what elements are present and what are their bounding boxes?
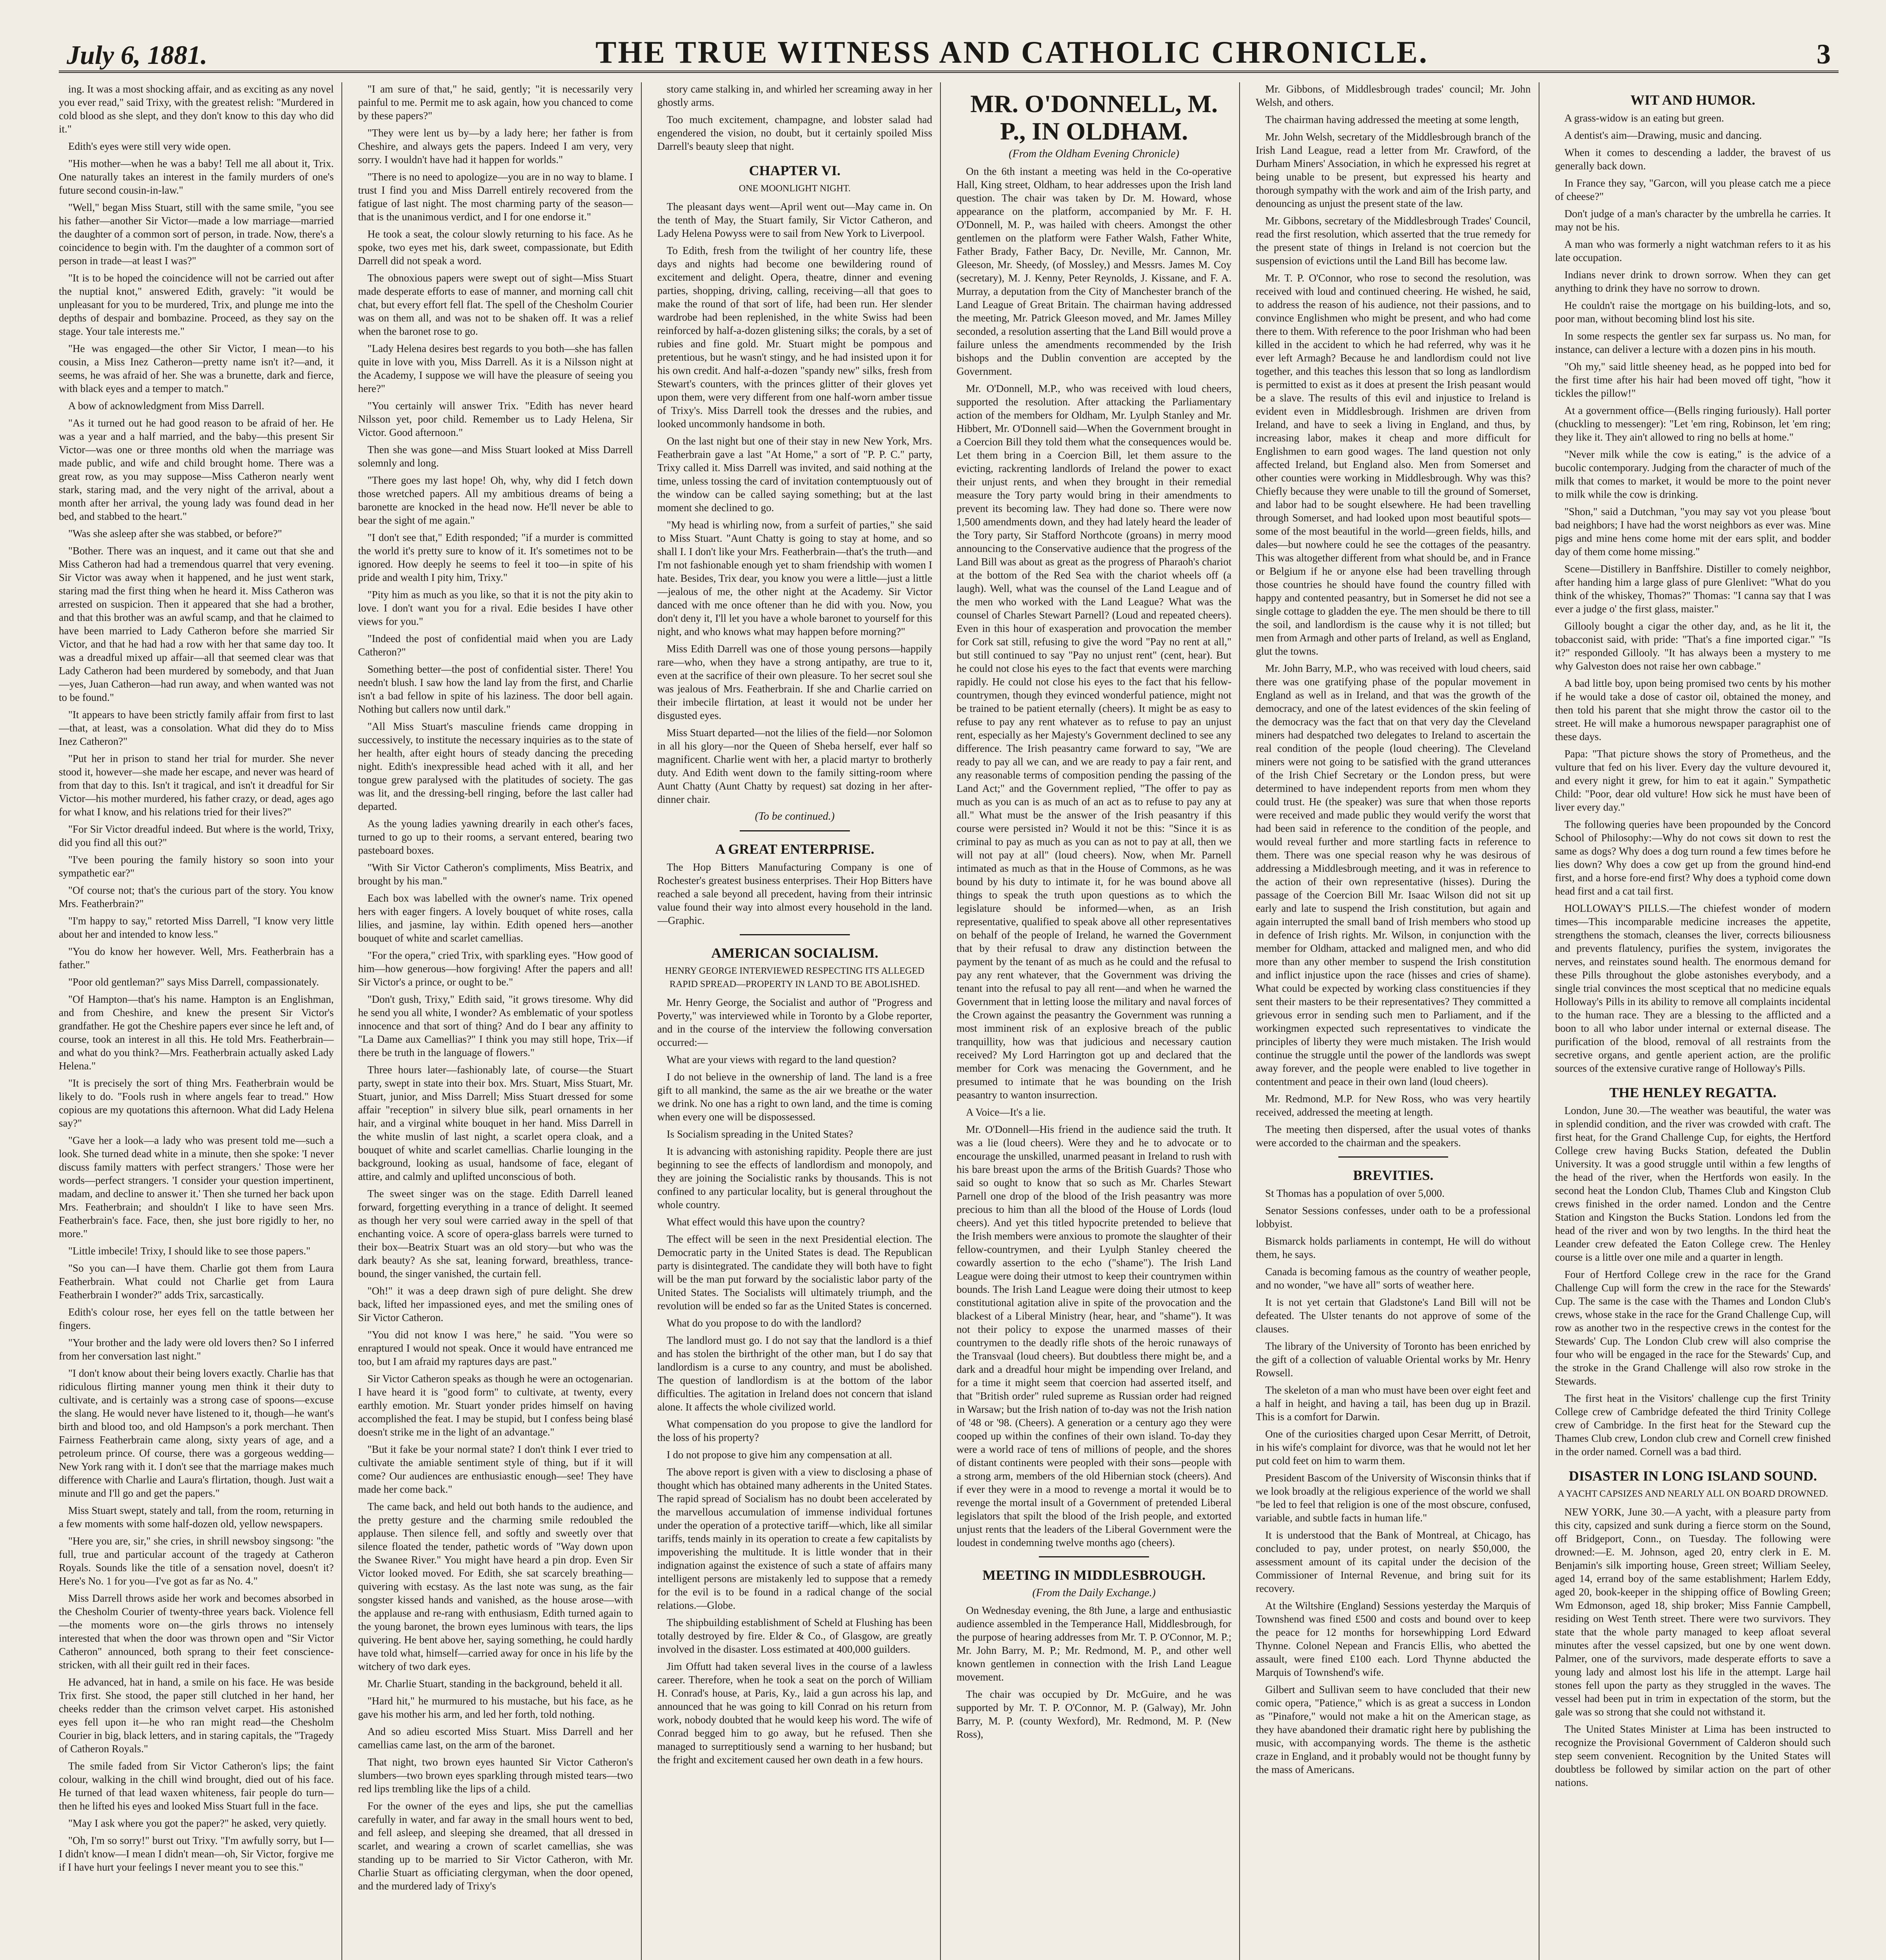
paragraph: "With Sir Victor Catheron's compliments, Miss Beatrix, and brought by his man." xyxy=(358,862,633,887)
to-be-continued: (To be continued.) xyxy=(755,810,835,822)
paragraph: "His mother—when he was a baby! Tell me all about it, Trix. One naturally takes an interest in the family murders of one's future second cousin-in-law." xyxy=(59,158,334,196)
paragraph: Mr. Henry George, the Socialist and author of "Progress and Poverty," was interviewed while in Toronto by a Globe reporter, and in the course of the interview the following conversation occurred:— xyxy=(657,996,932,1048)
wit-item: Gillooly bought a cigar the other day, and, as he lit it, the tobacconist said, with pride: "That's a fine imported cigar." "Is it?" responded Gillooly. "It has always been a mystery to me why Galveston does not raise her own cabbage." xyxy=(1555,620,1831,672)
paragraph: Edith's eyes were still very wide open. xyxy=(68,140,231,152)
paragraph: The smile faded from Sir Victor Catheron's lips; the faint colour, walking in the chill wind brought, died out of his face. He turned of that lead waxen whiteness, fair people do turn—then he lifted his eyes and looked Miss Stuart full in the face. xyxy=(59,1760,334,1812)
chapter-body xyxy=(657,200,932,806)
article-enterprise xyxy=(657,860,932,927)
paragraph: The skeleton of a man who must have been over eight feet and a half in height, and having a tail, has been dug up in Brazil. This is a comfort for Darwin. xyxy=(1256,1384,1531,1423)
paragraph: "Put her in prison to stand her trial for murder. She never stood it, however—she made her escape, and never was heard of from that day to this. Isn't it tragical, and isn't it dreadful for Sir Victor—his mother murdered, his father crazy, or dead, ages ago for what I know, and his relations tried for their lives?" xyxy=(59,753,334,818)
wit-item: "Shon," said a Dutchman, "you may say vot you please 'bout bad neighbors; I have had the worst neighbors as ever was. Mine pigs and mine hens come home mit der ears split, and bodder day of them come home missing." xyxy=(1555,506,1831,557)
paragraph: The above report is given with a view to disclosing a phase of thought which has obtained many adherents in the United States. The rapid spread of Socialism has no doubt been accelerated by the marvellous accumulation of immense individual fortunes under the operation of a protective tariff—which, like all similar tariffs, tends mainly in its operation to create a few capitalists by impoverishing the multitude. It is little wonder that in their indignation against the existence of such a state of affairs many intelligent persons are mistakenly led to suppose that a remedy for the evil is to be found in a radical change of the social relations.—Globe. xyxy=(657,1466,932,1611)
paragraph: Canada is becoming famous as the country of weather people, and no wonder, "we have all" sorts of weather here. xyxy=(1256,1266,1531,1291)
paragraph: On the 6th instant a meeting was held in the Co-operative Hall, King street, Oldham, to hear addresses upon the Irish land question. The chair was taken by Dr. M. Howard, whose appearance on the platform, accompanied by Mr. F. H. O'Donnell, M. P., was hailed with cheers. Amongst the other gentlemen on the platform were Father Walsh, Father White, Father Brady, Father Bacy, Dr. Neville, Mr. Cannon, Mr. Gleeson, Mr. Sheedy, (of Mossley,) and Messrs. James M. Coy (secretary), M. J. Kenny, Peter Reynolds, J. Kissane, and F. A. Murray, a deputation from the City of Manchester branch of the Land League of Great Britain. The chairman having addressed the meeting, Mr. Patrick Gleeson moved, and Mr. James Milley seconded, a resolution asserting that the Land Bill would prove a failure unless the amendments recommended by the Irish bishops and the Dublin convention are accepted by the Government. xyxy=(956,165,1232,377)
masthead xyxy=(59,24,1839,73)
article-socialism xyxy=(657,996,932,1766)
page-number: 3 xyxy=(1816,38,1831,70)
paragraph: Mr. Gibbons, of Middlesbrough trades' council; Mr. John Welsh, and others. xyxy=(1256,83,1531,108)
paragraph: At the Wiltshire (England) Sessions yesterday the Marquis of Townshend was fined £500 and costs and bound over to keep the peace for 12 months for horsewhipping Lord Edward Thynne. Colonel Nepean and Francis Ellis, who abetted the assault, were fined £100 each. Lord Thynne abducted the Marquis of Townshend's wife. xyxy=(1256,1600,1531,1678)
paragraph: "Pity him as much as you like, so that it is not the pity akin to love. I don't want you for a rival. Edie besides I have other views for you." xyxy=(358,589,633,627)
paragraph: Something better—the post of confidential sister. There! You needn't blush. I saw how the land lay from the first, and Charlie isn't a bad fellow in spite of his laziness. The door bell again. Nothing but callers now until dark." xyxy=(358,663,633,715)
paragraph: story came stalking in, and whirled her screaming away in her ghostly arms. xyxy=(657,83,932,108)
wit-item: He couldn't raise the mortgage on his building-lots, and so, poor man, without becoming blind lost his site. xyxy=(1555,299,1831,325)
paragraph: The chairman having addressed the meeting at some length, xyxy=(1265,114,1519,125)
paragraph: Jim Offutt had taken several lives in the course of a lawless career. Therefore, when he took a seat on the porch of William H. Conrad's house, at Paris, Ky., laid a gun across his lap, and announced that he was going to kill Conrad on his return from work, nobody doubted that he would keep his word. The wife of Conrad begged him to go away, but he refused. Then she managed to surreptitiously send a warning to her husband; but the fright and excitement caused her own death in a few hours. xyxy=(657,1661,932,1766)
paragraph: ing. It was a most shocking affair, and as exciting as any novel you ever read," said Trixy, with the greatest relish: "Murdered in cold blood as she slept, and they don't know to this day who did it." xyxy=(59,83,334,135)
paragraph: Edith's colour rose, her eyes fell on the tattle between her fingers. xyxy=(59,1306,334,1331)
wit-item: In some respects the gentler sex far surpass us. No man, for instance, can deliver a lecture with a dozen pins in his mouth. xyxy=(1555,330,1831,355)
paragraph: Miss Stuart departed—not the lilies of the field—nor Solomon in all his glory—nor the Queen of Sheba herself, ever half so magnificent. Charlie went with her, a placid martyr to brotherly duty. And Edith went down to the family sitting-room where Aunt Chatty (Aunt Chatty by request) sat dozing in her after-dinner chair. xyxy=(657,727,932,805)
paragraph: "Poor old gentleman?" says Miss Darrell, compassionately. xyxy=(68,976,319,988)
paragraph: "Lady Helena desires best regards to you both—she has fallen quite in love with you, Miss Darrell. As it is a Nilsson night at the Academy, I suppose we will have the pleasure of seeing you here?" xyxy=(358,343,633,394)
wit-item: A bad little boy, upon being promised two cents by his mother if he would take a dose of castor oil, obtained the money, and then told his parent that she might throw the castor oil to the street. He will make a humorous newspaper paragraphist one of these days. xyxy=(1555,677,1831,742)
paragraph: "Here you are, sir," she cries, in shrill newsboy singsong: "the full, true and particular account of the tragedy at Catheron Royals. Sounds like the title of a sensation novel, doesn't it? Here's No. 1 for you—I've got as far as No. 4." xyxy=(59,1535,334,1587)
paragraph: "For Sir Victor dreadful indeed. But where is the world, Trixy, did you find all this out?" xyxy=(59,823,334,848)
paragraph: "I don't know about their being lovers exactly. Charlie has that ridiculous flirting manner young men think it their duty to cultivate, and is certainly was a strong case of spoons—excuse the slang. He would never have listened to it, though—he want's birth and blood too, and old Hampson's a pork merchant. Then Fairness Featherbrain came along, sixty years of age, and a petroleum prince. Of course, there was a gorgeous wedding—New York rang with it. I don't see that the marriage makes much difference with Charlie and Laura's flirtation, though. Just wait a minute and I'll go and get the papers." xyxy=(59,1367,334,1499)
newspaper-page xyxy=(59,24,1839,1960)
paragraph: Miss Stuart swept, stately and tall, from the room, returning in a few moments with some half-dozen old, yellow newspapers. xyxy=(59,1504,334,1530)
paragraph: Is Socialism spreading in the United States? xyxy=(666,1128,853,1140)
paragraph: "May I ask where you got the paper?" he asked, very quietly. xyxy=(68,1817,327,1829)
paragraph: "You certainly will answer Trix. "Edith has never heard Nilsson yet, poor child. Remember us to Lady Helena, Sir Victor. Good afternoon." xyxy=(358,400,633,438)
column-1 xyxy=(59,82,342,1960)
column-5 xyxy=(1256,82,1539,1960)
column-4 xyxy=(957,82,1240,1960)
wit-item: "Never milk while the cow is eating," is the advice of a bucolic contemporary. Judging from the character of much of the milk that comes to market, it would be more to the point never to milk while the cow is drinking. xyxy=(1555,448,1831,500)
paragraph: The landlord must go. I do not say that the landlord is a thief and has stolen the birthright of the other man, but I do say that landlordism is a curse to any country, and must be abolished. The question of landlordism is at the bottom of the labor difficulties. The agitation in Ireland does not concern that island alone. It affects the whole civilized world. xyxy=(657,1334,932,1413)
paragraph: Mr. Charlie Stuart, standing in the background, beheld it all. xyxy=(367,1678,623,1690)
regatta-paragraph: London, June 30.—The weather was beautiful, the water was in splendid condition, and the river was crowded with craft. The first heat, for the Grand Challenge Cup, for eights, the Hertford College crew having Bucks Station, defeated the Dublin University. It was a good struggle until within a few lengths of the head of the river, when the Hertfords won easily. In the second heat the London Club, Thames Club and Kingston Club crews finished in the order named. London and the Centre Station and Kingston the Bucks Station. Londons led from the head of the river and won by two lengths. In the third heat the Leander crew defeated the Eaton College crew. The Henley course is a little over one mile and a quarter in length. xyxy=(1555,1105,1831,1263)
paragraph: "All Miss Stuart's masculine friends came dropping in successively, to institute the necessary inquiries as to the state of her health, after eight hours of steady dancing the preceding night. Edith's inexpressible head ached with it all, and her tongue grew paralysed with the platitudes of society. The gas was lit, and the dressing-bell ringing, before the last caller had departed. xyxy=(358,720,633,812)
paragraph: "I've been pouring the family history so soon into your sympathetic ear?" xyxy=(59,854,334,879)
column-2 xyxy=(358,82,641,1960)
paragraph: Mr. T. P. O'Connor, who rose to second the resolution, was received with loud and continued cheering. He wished, he said, to address the reason of his audience, not their passions, and to convince Englishmen who might be present, and who had come there to them. With reference to the poor Irishman who had been killed in the accident to which he had referred, why was it he ever left Armagh? Because he and landlordism could not live together, and this teaches this lesson that so long as landlordism is permitted to exist as it does at present the Irish peasant would be a slave. The results of this evil and injustice to Ireland is evident even in Middlesbrough. Irishmen are driven from Ireland, and have to seek a living in England, and thus, by increasing labor, makes it cheap and more difficult for Englishmen to earn good wages. The land question not only affected Ireland, but England also. Men from Somerset and other counties were working in Middlesbrough. Why was this? Chiefly because they were unable to till the ground of Somerset, and labor had to be sought elsewhere. He had been travelling through Somerset, and had looked upon most beautiful spots—some of the most beautiful in the world—green fields, hills, and dales—but nowhere could he see the cottages of the peasantry. This was altogether different from what should be, and in France or Belgium if he or anyone else had been travelling through those countries he should have found the country filled with happy and contented peasantry, but in Somerset he did not see a single cottage to gladden the eye. The men should be there to till the soil, and landlordism is the cause why it is not tilled; but men from Armagh and other parts of Ireland, as well as England, glut the towns. xyxy=(1256,272,1531,657)
paragraph: "There is no need to apologize—you are in no way to blame. I trust I find you and Miss Darrell entirely recovered from the fatigue of last night. The most charming party of the season—that is the unanimous verdict, and I for one endorse it." xyxy=(358,171,633,223)
paragraph: "Of course not; that's the curious part of the story. You know Mrs. Featherbrain?" xyxy=(59,884,334,909)
paragraph: The chair was occupied by Dr. McGuire, and he was supported by Mr. T. P. O'Connor, M. P. (Galway), Mr. John Barry, M. P. (county Wexford), Mr. Redmond, M. P. (New Ross), xyxy=(956,1688,1232,1740)
paragraph: The obnoxious papers were swept out of sight—Miss Stuart made desperate efforts to ease of manner, and morning call chit chat, but every effort fell flat. The spell of the Chesholm Courier was on them all, and was not to be shaken off. It was a relief when the baronet rose to go. xyxy=(358,272,633,337)
newspaper-title: THE TRUE WITNESS AND CATHOLIC CHRONICLE. xyxy=(595,35,1429,70)
paragraph: Gilbert and Sullivan seem to have concluded that their new comic opera, "Patience," which is as great a success in London as "Pinafore," would not make a hit on the American stage, as they have abandoned their dramatic right here by publishing the music, with accompanying words. The theme is the asthetic craze in England, and it probably would not be thought funny by the mass of Americans. xyxy=(1256,1684,1531,1775)
article-middlesbrough-cont xyxy=(1256,82,1530,1149)
article-middlesbrough xyxy=(957,1604,1231,1741)
paragraph: Miss Edith Darrell was one of those young persons—happily rare—who, when they have a strong antipathy, are true to it, even at the sacrifice of their own pleasure. To her secret soul she was jealous of Mrs. Featherbrain. If she and Charlie carried on their imbecile flirtation, at least it would not be under her disgusted eyes. xyxy=(657,643,932,721)
paragraph: He advanced, hat in hand, a smile on his face. He was beside Trix first. She stood, the paper still clutched in her hand, her cheeks redder than the crimson velvet carpet. His astonished eyes fell upon it—he who ran might read—the Chesholm Courier in big, black letters, and in staring capitals, the "Tragedy of Catheron Royals." xyxy=(59,1676,334,1755)
paragraph: "I am sure of that," he said, gently; "it is necessarily very painful to me. Permit me to ask again, how you chanced to come by these papers?" xyxy=(358,83,633,122)
wit-item: When it comes to descending a ladder, the bravest of us generally back down. xyxy=(1555,147,1831,172)
paragraph: "They were lent us by—by a lady here; her father is from Cheshire, and always gets the papers. Indeed I am very, very sorry. I wouldn't have had it happen for worlds." xyxy=(358,127,633,165)
paragraph: Mr. O'Donnell, M.P., who was received with loud cheers, supported the resolution. After attacking the Parliamentary action of the members for Oldham, Mr. Lyulph Stanley and Mr. Hibbert, Mr. O'Donnell said—When the Government brought in a Coercion Bill they told them what the consequences would be. Let them bring in a Coercion Bill, let them assure to the evicting, rackrenting landlords of Ireland the power to exact their unjust rents, and when they brought in their remedial measure the Tory party would bring in their amendments to prevent its becoming law. They had done so. There were now 1,500 amendments down, and they had lately heard the leader of the Tory party, Sir Stafford Northcote (groans) in merry mood announcing to the Conservative audience that the progress of the Land Bill was about as great as the progress of Pharaoh's chariot at the bottom of the Red Sea with the chariot wheels off (a laugh). Well, what was the counsel of the Land League and of the men who worked with the Land League? What was the counsel of Charles Stewart Parnell? (Loud and repeated cheers). Even in this hour of exasperation and provocation the member for Cork sat still, refusing to give the word "Pay no rent at all," but still continued to say "Pay no unjust rent" (cent, hear). But he could not close his eyes to the fact that events were marching rapidly. He could not close his eyes to the fact that his fellow-countrymen, though they evinced wonderful patience, might not be trained to be patient eternally (cheers). It might be as easy to refuse to pay any rent whatever as to refuse to pay an unjust rent, especially as her Majesty's Government declined to see any difference. The Irish peasantry came forward to say, "We are ready to pay all we can, and we are ready to pay a fair rent, and any reasonable terms of composition pending the passing of the Land Act;" and the Government replied, "The offer to pay as much as you can is as much of an act as to refuse to pay any at all." What must be the answer of the Irish peasantry if this course were persisted in? Would it not be this: "Since it is as criminal to pay as much as you can as not to pay at all, then we will not pay at all" (loud cheers). Now, when Mr. Parnell intimated as much as that in the House of Commons, as he was bound by his duty to intimate it, for he was bound above all things to speak the truth upon questions as to which the legislature should be informed—when, as an Irish representative, qualified to speak above all other representatives on behalf of the people of Ireland, he warned the Government that by their refusal to draw any distinction between the payment by the tenant of as much as he could and the refusal to pay any rent whatever, that the Government was driving the tenant into the refusal to pay all rent—and when he warned the Government that in letting loose the military and naval forces of the Crown against the peasantry the Government was running a most imminent risk of an explosive breach of the public tranquillity, how was that judicious and necessary caution received? My Lord Harrington got up and declared that the member for Cork was menacing the Government, and he presumed to intimate that he was bounding on the Irish peasantry to wanton insurrection. xyxy=(956,383,1232,1101)
paragraph: I do not believe in the ownership of land. The land is a free gift to all mankind, the same as the air we breathe or the water we drink. No one has a right to own land, and the time is coming when every one will be dispossessed. xyxy=(657,1071,932,1123)
paragraph: "For the opera," cried Trix, with sparkling eyes. "How good of him—how generous—how forgiving! After the papers and all! Sir Victor's a prince, or ought to be." xyxy=(358,949,633,988)
paragraph: Then she was gone—and Miss Stuart looked at Miss Darrell solemnly and long. xyxy=(358,444,633,469)
article-source: (From the Oldham Evening Chronicle) xyxy=(1009,148,1180,160)
paragraph: "Oh, I'm so sorry!" burst out Trixy. "I'm awfully sorry, but I—I didn't know—I mean I didn't mean—oh, Sir Victor, forgive me if I have hurt your feelings I never meant you to see this." xyxy=(59,1835,334,1873)
paragraph: "You did not know I was here," he said. "You were so enraptured I would not speak. Once it would have entranced me too, but I am afraid my raptures days are past." xyxy=(358,1329,633,1367)
paragraph: "As it turned out he had good reason to be afraid of her. He was a year and a half married, and the baby—this present Sir Victor—was one or three months old when the marriage was made public, and wife and child brought home. There was a great row, as you may suppose—Miss Catheron nearly went stark, staring mad, and the very night of the arrival, about a month after her arrival, the young lady was found dead in her bed, and stabbed to the heart." xyxy=(59,417,334,522)
paragraph: What do you propose to do with the landlord? xyxy=(666,1317,862,1329)
paragraph: "Oh!" it was a deep drawn sigh of pure delight. She drew back, lifted her impassioned eyes, and met the smiling ones of Sir Victor Catheron. xyxy=(358,1285,633,1323)
chapter-heading: CHAPTER VI. xyxy=(749,163,840,178)
brevities-list xyxy=(1256,1187,1530,1776)
paragraph: Miss Darrell throws aside her work and becomes absorbed in the Chesholm Courier of twenty-three years back. Violence fell—the moments wore on—the girls throws no intensely interested that when the door was thrown open and "Sir Victor Catheron" announced, both sprang to their feet conscience-stricken, with all their guilt red in their faces. xyxy=(59,1592,334,1671)
paragraph: A Voice—It's a lie. xyxy=(966,1106,1046,1118)
paragraph: President Bascom of the University of Wisconsin thinks that if we look broadly at the religious experience of the world we shall "be led to feel that religion is one of the most obscure, confused, variable, and subtle facts in human life." xyxy=(1256,1472,1531,1524)
paragraph: "Gave her a look—a lady who was present told me—such a look. She turned dead white in a minute, then she spoke: 'I never discuss family matters with perfect strangers.' Those were her words—perfect strangers. 'I consider your question impertinent, madam, and decline to answer it.' Then she turned her back upon Mrs. Featherbrain; and shouldn't I like to have seen Mrs. Featherbrain's face. Face, then, she just bore rigidly to her, no more." xyxy=(59,1134,334,1240)
issue-date: July 6, 1881. xyxy=(67,40,207,70)
paragraph: Mr. Redmond, M.P. for New Ross, who was very heartily received, addressed the meeting at length. xyxy=(1256,1093,1531,1118)
paragraph: "You do know her however. Well, Mrs. Featherbrain has a father." xyxy=(59,946,334,971)
column-3 xyxy=(657,82,941,1960)
paragraph: "Was she asleep after she was stabbed, or before?" xyxy=(68,528,282,539)
divider-rule xyxy=(1338,1156,1449,1158)
paragraph: "Of Hampton—that's his name. Hampton is an Englishman, and from Cheshire, and knew the present Sir Victor's grandfather. He got the Cheshire papers ever since he left and, of course, took an interest in all this. He told Mrs. Featherbrain—and what do you think?—Mrs. Featherbrain actually asked Lady Helena." xyxy=(59,993,334,1072)
wit-humor-heading: WIT AND HUMOR. xyxy=(1630,92,1755,108)
divider-rule xyxy=(740,934,850,935)
paragraph: Each box was labelled with the owner's name. Trix opened hers with eager fingers. A lovely bouquet of white roses, calla lilies, and jasmine, lay within. Edith opened hers—another bouquet of white and scarlet camellias. xyxy=(358,892,633,944)
paragraph: Bismarck holds parliaments in contempt, He will do without them, he says. xyxy=(1256,1235,1531,1260)
chapter-subtitle: ONE MOONLIGHT NIGHT. xyxy=(739,183,851,194)
regatta-paragraph: The first heat in the Visitors' challenge cup the first Trinity College crew of Cambridge defeated the third Trinity College crew of Cambridge. In the first heat for the Steward cup the Thames Club crew, London club crew and Cornell crew finished in the order named. Cornell was a bad third. xyxy=(1555,1392,1831,1457)
paragraph: What compensation do you propose to give the landlord for the loss of his property? xyxy=(657,1418,932,1443)
paragraph: "My head is whirling now, from a surfeit of parties," she said to Miss Stuart. "Aunt Chatty is going to stay at home, and so shall I. I don't like your Mrs. Featherbrain—that's the truth—and I'm not fashionable enough yet to sham friendship with women I hate. Besides, Trix dear, you know you were a little—just a little—jealous of me, the other night at the Academy. Sir Victor danced with me once oftener than he did with you. Now, you don't deny it, I'll let you have a whole baronet to yourself for this night, and who knows what may happen before morning?" xyxy=(657,519,932,637)
wit-item: Scene—Distillery in Banffshire. Distiller to comely neighbor, after handing him a large glass of pure Glenlivet: "What do you think of the whiskey, Thomas?" Thomas: "I canna say that I was ever a judge o' the first glass, maister." xyxy=(1555,563,1831,615)
disaster-subheading: A YACHT CAPSIZES AND NEARLY ALL ON BOARD DROWNED. xyxy=(1557,1489,1828,1499)
paragraph: A bow of acknowledgment from Miss Darrell. xyxy=(68,400,265,412)
paragraph: Too much excitement, champagne, and lobster salad had engendered the vision, no doubt, but it certainly spoiled Miss Darrell's beauty sleep that night. xyxy=(657,114,932,152)
wit-item: Don't judge of a man's character by the umbrella he carries. It may not be his. xyxy=(1555,208,1831,233)
paragraph: It is understood that the Bank of Montreal, at Chicago, has concluded to pay, under protest, on nearly $50,000, the assessment amount of its capital under the decision of the Commissioner of Internal Revenue, and bring suit for its recovery. xyxy=(1256,1529,1531,1594)
paragraph: "I'm happy to say," retorted Miss Darrell, "I know very little about her and intended to know less." xyxy=(59,915,334,940)
serial-story-continued xyxy=(59,82,334,1874)
article-odonnell xyxy=(957,165,1231,1549)
wit-item: A man who was formerly a night watchman refers to it as his late occupation. xyxy=(1555,238,1831,263)
paragraph: The library of the University of Toronto has been enriched by the gift of a collection of valuable Oriental works by Mr. Henry Rowsell. xyxy=(1256,1340,1531,1379)
regatta-paragraph: Four of Hertford College crew in the race for the Grand Challenge Cup will form the crew in the race for the Stewards' Cup. The same is the case with the Thames and London Club's crews, whose stake in the race for the Grand Challenge Cup, will row as another two in the respective crews in the contest for the Stewards' Cup. The London Club crew will also comprise the four who will be engaged in the race for the Stewards' Cup, and the stroke in the Grand Challenge will also row stroke in the Stewards. xyxy=(1555,1269,1831,1387)
paragraph: What are your views with regard to the land question? xyxy=(666,1054,897,1065)
serial-story-continued-2 xyxy=(358,82,633,1893)
paragraph: He took a seat, the colour slowly returning to his face. As he spoke, two eyes met his, dark sweet, compassionate, but Edith Darrell did not speak a word. xyxy=(358,228,633,267)
wit-item: The following queries have been propounded by the Concord School of Philosophy:—Why do not cows sit down to rest the same as dogs? Why does a dog turn round a few times before he lies down? Why does a cow get up from the ground hind-end first, and a horse fore-end first? Why does a typhoid come down head first and a cat tail first. xyxy=(1555,818,1831,897)
paragraph: What effect would this have upon the country? xyxy=(666,1216,865,1228)
paragraph: "So you can—I have them. Charlie got them from Laura Featherbrain. What could not Charlie get from Laura Featherbrain I wonder?" adds Trix, sarcastically. xyxy=(59,1262,334,1301)
paragraph: That night, two brown eyes haunted Sir Victor Catheron's slumbers—two brown eyes sparkling through misted tears—two red lips trembling like the lips of a child. xyxy=(358,1756,633,1795)
wit-item: At a government office—(Bells ringing furiously). Hall porter (chuckling to messenger): "Let 'em ring, Robinson, let 'em ring; they like it. They ain't allowed to ring no bells at home." xyxy=(1555,405,1831,443)
paragraph: The Hop Bitters Manufacturing Company is one of Rochester's greatest business enterprises. Their Hop Bitters have reached a sale beyond all precedent, having from their intrinsic value found their way into almost every household in the land.—Graphic. xyxy=(657,861,932,926)
paragraph: "Bother. There was an inquest, and it came out that she and Miss Catheron had had a tremendous quarrel that very evening. Sir Victor was away when it happened, and he just went stark, staring mad the first thing when he heard it. Miss Catheron was arrested on suspicion. Then it appeared that she had a brother, and that this brother was an awful scamp, and that he claimed to have been married to Lady Catheron before she married Sir Victor, and that he had had a row with her that same day too. It was a dreadful mixed up affair—all that seemed clear was that Lady Catheron had been murdered by somebody, and that Juan—yes, Juan Catheron—had run away, and when wanted was not to be found." xyxy=(59,545,334,703)
paragraph: I do not propose to give him any compensation at all. xyxy=(666,1449,892,1461)
disaster-heading: DISASTER IN LONG ISLAND SOUND. xyxy=(1568,1468,1817,1484)
wit-item: "Oh my," said little sheeney head, as he popped into bed for the first time after his hair had been moved off tight, "how it tickles the pillow!" xyxy=(1555,361,1831,399)
divider-rule xyxy=(1039,1556,1149,1557)
paragraph: One of the curiosities charged upon Cesar Merritt, of Detroit, in his wife's complaint for divorce, was that he would not let her put cold feet on him to warm them. xyxy=(1256,1428,1531,1466)
paragraph: "Don't gush, Trixy," Edith said, "it grows tiresome. Why did he send you all white, I wonder? As emblematic of your spotless innocence and that sort of thing? And do I bear any affinity to "La Dame aux Camellias?" I think you may still hope, Trix—if there be truth in the language of flowers." xyxy=(358,993,633,1058)
paragraph: "Little imbecile! Trixy, I should like to see those papers." xyxy=(68,1245,310,1257)
paragraph: "It is precisely the sort of thing Mrs. Featherbrain would be likely to do. "Fools rush in where angels fear to tread." How copious are my quotations this afternoon. What did Lady Helena say?" xyxy=(59,1077,334,1129)
paragraph: "Indeed the post of confidential maid when you are Lady Catheron?" xyxy=(358,633,633,658)
paragraph: "It appears to have been strictly family affair from first to last—that, at least, was a consolation. What did they do to Miss Inez Catheron?" xyxy=(59,709,334,747)
brevities-heading: BREVITIES. xyxy=(1353,1167,1434,1183)
paragraph: And so adieu escorted Miss Stuart. Miss Darrell and her camellias came last, on the arm of the baronet. xyxy=(358,1726,633,1751)
paragraph: The came back, and held out both hands to the audience, and the pretty gesture and the charming smile redoubled the applause. Then silence fell, and softly and sweetly over that silence floated the tender, pathetic words of "Way down upon the Swanee River." You might have heard a pin drop. Even Sir Victor looked moved. For Edith, she sat scarcely breathing—quivering with ecstasy. As the last note was sung, as the fair songster kissed hands and vanished, as the house arose—with the applause and re-rang with enthusiasm, Edith turned again to the young baronet, the brown eyes luminous with tears, the lips quivering. He bent above her, saying something, he could hardly have told what, himself—carried away for once in his life by the witchery of two dark eyes. xyxy=(358,1501,633,1672)
paragraph: It is advancing with astonishing rapidity. People there are just beginning to see the effects of landlordism and monopoly, and they are joining the Socialistic ranks by thousands. This is not confined to any particular locality, but is general throughout the whole country. xyxy=(657,1145,932,1210)
paragraph: For the owner of the eyes and lips, she put the camellias carefully in water, and far away in the small hours went to bed, and fell asleep, and sleeping she dreamed, that all dressed in scarlet, and wearing a crown of scarlet camellias, she was standing up to be married to Sir Victor Catheron, with Mr. Charlie Stuart as officiating clergyman, when the door opened, and the murdered lady of Trixy's xyxy=(358,1800,633,1892)
article-heading-enterprise: A GREAT ENTERPRISE. xyxy=(715,841,875,857)
paragraph: Sir Victor Catheron speaks as though he were an octogenarian. I have heard it is "good form" to cultivate, at twenty, every earthly emotion. Mr. Stuart yonder prides himself on having accomplished the feat. I may be stupid, but I confess being blasé doesn't strike me in the light of an advantage." xyxy=(358,1373,633,1438)
paragraph: The meeting then dispersed, after the usual votes of thanks were accorded to the chairman and the speakers. xyxy=(1256,1123,1531,1149)
regatta-heading: THE HENLEY REGATTA. xyxy=(1609,1085,1777,1100)
paragraph: The effect will be seen in the next Presidential election. The Democratic party in the United States is dead. The Republican party is disintegrated. The candidate they will both have to fight will be the man put forward by the socialistic labor party of the United States. The Socialists will ultimately triumph, and the revolution will be ended so far as the United States is concerned. xyxy=(657,1233,932,1312)
article-heading-odonnell: MR. O'DONNELL, M. P., IN OLDHAM. xyxy=(970,90,1218,145)
paragraph: It is not yet certain that Gladstone's Land Bill will not be defeated. The Ulster tenants do not approve of some of the clauses. xyxy=(1256,1296,1531,1335)
paragraph: As the young ladies yawning drearily in each other's faces, turned to go up to their rooms, a servant entered, bearing two pasteboard boxes. xyxy=(358,818,633,856)
serial-story-end xyxy=(657,82,932,153)
wit-item: A dentist's aim—Drawing, music and dancing. xyxy=(1564,129,1762,141)
paragraph: Mr. Gibbons, secretary of the Middlesbrough Trades' Council, read the first resolution, which asserted that the true remedy for the present state of things in Ireland is not coercion but the suspension of evictions until the Land Bill has become law. xyxy=(1256,215,1531,267)
paragraph: The pleasant days went—April went out—May came in. On the tenth of May, the Stuart family, Sir Victor Catheron, and Lady Helena Powyss were to sail from New York to Liverpool. xyxy=(657,201,932,239)
disaster-paragraph: The United States Minister at Lima has been instructed to recognize the Provisional Government of Calderon should such step seem convenient. Recognition by the United States will doubtless be followed by similar action on the part of other nations. xyxy=(1555,1723,1831,1788)
wit-item: A grass-widow is an eating but green. xyxy=(1564,112,1724,124)
paragraph: To Edith, fresh from the twilight of her country life, these days and nights had become one bewildering round of excitement and delight. Opera, theatre, dinner and evening parties, shopping, driving, calling, receiving—all that goes to make the round of that sort of life, had been run. Her slender wardrobe had been replenished, in the white Swiss had been reinforced by half-a-dozen glistening silks; the corals, by a set of rubies and fine gold. Mr. Stuart might be pompous and pretentious, but he wasn't stingy, and he had insisted upon it for his own credit. And half-a-dozen "spandy new" silks, fresh from Stewart's counters, with the princes glitter of their gloves yet upon them, were very different from one half-worn amber tissue of Trixy's. Miss Darrell took the dresses and the rubies, and looked uncommonly handsome in both. xyxy=(657,245,932,430)
column-6 xyxy=(1555,82,1839,1960)
paragraph: "It is to be hoped the coincidence will not be carried out after the nuptial knot," answered Edith, gravely: "it would be unpleasant for you to be murdered, Trix, and plunge me into the depths of despair and bombazine. Proceed, as they say on the stage. Your tale interests me." xyxy=(59,272,334,337)
article-heading-socialism: AMERICAN SOCIALISM. xyxy=(711,945,879,961)
paragraph: Three hours later—fashionably late, of course—the Stuart party, swept in state into their box. Mrs. Stuart, Miss Stuart, Mr. Stuart, junior, and Miss Darrell; Miss Stuart dressed for some affair "reception" in silvery blue silk, pearl ornaments in her hair, and a virginal white bouquet in her hand. Miss Darrell in the white muslin of last night, a scarlet opera cloak, and a bouquet of white and scarlet camellias. Charlie lounging in the background, looking as usual, handsome of face, elegant of attire, and calmly and uplifted unconscious of both. xyxy=(358,1064,633,1182)
paragraph: Mr. John Welsh, secretary of the Middlesbrough branch of the Irish Land League, read a letter from Mr. Crawford, of the Durham Miners' Association, in which he expressed his regret at being unable to be present, but expressed his hearty and thorough sympathy with the work and aim of the Irish party, and denouncing as unjust the present state of the law. xyxy=(1256,131,1531,209)
article-heading-middlesbrough: MEETING IN MIDDLESBROUGH. xyxy=(982,1567,1206,1583)
paragraph: On the last night but one of their stay in new New York, Mrs. Featherbrain gave a last "At Home," a sort of "P. P. C." party, Trixy called it. Miss Darrell was invited, and said nothing at the time, unless tossing the card of invitation contemptuously out of the window can be called saying something; but at the last moment she declined to go. xyxy=(657,435,932,514)
disaster-paragraph: NEW YORK, June 30.—A yacht, with a pleasure party from this city, capsized and sunk during a fierce storm on the Sound, off Bridgeport, Conn., on Tuesday. The following were drowned:—E. M. Johnson, aged 20, entry clerk in E. M. Benjamin's silk importing house, Green street; William Seeley, aged 14, errand boy of the same establishment; Harlem Eddy, aged 20, book-keeper in the shipping office of Bowling Green; Wm Edmonson, aged 18, ship broker; Miss Fannie Campbell, residing on West Tenth street. There were two survivors. They state that the whole party managed to keep afloat several minutes after the vessel capsized, but one by one went down. Palmer, one of the survivors, made desperate efforts to save a young lady and almost lost his life in the attempt. Large hail stones fell upon the party as they struggled in the waves. The vessel had been put in trim in expectation of the storm, but the gale was so strong that she could not withstand it. xyxy=(1555,1506,1831,1718)
paragraph: On Wednesday evening, the 8th June, a large and enthusiastic audience assembled in the Temperance Hall, Middlesbrough, for the purpose of hearing addresses from Mr. T. P. O'Connor, M. P.; Mr. John Barry, M. P.; Mr. Redmond, M. P., and other well known gentlemen in connection with the Irish Land League movement. xyxy=(956,1604,1232,1683)
paragraph: The shipbuilding establishment of Scheld at Flushing has been totally destroyed by fire. Elder & Co., of Glasgow, are greatly involved in the disaster. Loss estimated at 400,000 guilders. xyxy=(657,1617,932,1655)
paragraph: The sweet singer was on the stage. Edith Darrell leaned forward, forgetting everything in a trance of delight. It seemed as though her very soul were carried away in the spell of that enchanting voice. A score of opera-glass barrels were turned to their box—Beatrix Stuart was an old story—but who was the dark beauty? As she sat, leaning forward, breathless, trance-bound, the singer vanished, the curtain fell. xyxy=(358,1188,633,1279)
paragraph: "He was engaged—the other Sir Victor, I mean—to his cousin, a Miss Inez Catheron—pretty name isn't it?—and, it seems, he was afraid of her. She was a brunette, dark and fierce, with black eyes and a temper to match." xyxy=(59,343,334,394)
paragraph: St Thomas has a population of over 5,000. xyxy=(1265,1187,1445,1199)
article-source-middlesbrough: (From the Daily Exchange.) xyxy=(1032,1587,1156,1599)
article-subheading-socialism: HENRY GEORGE INTERVIEWED RESPECTING ITS ALLEGED RAPID SPREAD—PROPERTY IN LAND TO BE ABOLISHED. xyxy=(665,966,925,989)
paragraph: "Your brother and the lady were old lovers then? So I inferred from her conversation last night." xyxy=(59,1337,334,1362)
column-grid xyxy=(59,82,1839,1960)
wit-item: Papa: "That picture shows the story of Prometheus, and the vulture that fed on his liver. Every day the vulture devoured it, and every night it grew, for him to eat it again." Sympathetic Child: "Poor, dear old vulture! How sick he must have been of liver every day." xyxy=(1555,748,1831,813)
divider-rule xyxy=(740,830,850,831)
paragraph: "Hard hit," he murmured to his mustache, but his face, as he gave his mother his arm, and led her forth, told nothing. xyxy=(358,1695,633,1720)
paragraph: "But it fake be your normal state? I don't think I ever tried to cultivate the amiable sentiment style of thing, but if it will come? Our audiences are enthusiastic enough—see! They have made her come back." xyxy=(358,1443,633,1495)
wit-item: Indians never drink to drown sorrow. When they can get anything to drink they have no sorrow to drown. xyxy=(1555,269,1831,294)
paragraph: Mr. O'Donnell—His friend in the audience said the truth. It was a lie (loud cheers). Were they and he to advocate or to encourage the unskilled, unarmed peasant in Ireland to rush with his bare breast upon the arms of the British Guards? Those who said so ought to know that so such as Mr. Charles Stewart Parnell one drop of the blood of the Irish peasantry was more precious to him than all the blood of the House of Lords (loud cheers). And yet this titled hypocrite pretended to believe that the Irish members were anxious to promote the slaughter of their fellow-countrymen, and their Lyulph Stanley cheered the cowardly assertion to the echo ("shame"). The Irish Land League were doing their utmost to keep their countrymen within bounds. The Irish Land League were doing their utmost to keep constitutional agitation alive in spite of the provocation and the blackest of a Liberal Ministry (hear, hear, and "shame"). It was not their policy to expose the unarmed masses of their countrymen to the deadly rifle shots of the heroic runaways of the Transvaal (loud cheers). But doubtless there might be, and a dark and a dreadful hour might be impending over Ireland, and for a time it might seem that coercion had asserted itself, and that "British order" ruled supreme as Russian order had reigned in Warsaw; but the Irish nation of to-day was not the Irish nation of '48 or '98. (Cheers). A generation or a century ago they were cooped up within the confines of their own island. To-day they were a world race of tens of millions of people, and the shores of distant continents were peopled with their sons—people with a strong arm, members of the old Hibernian stock (cheers). And if ever they were in a mood to revenge a mortal it would be to revenge the mortal insult of a Government of pretended Liberal legislators that spilt the blood of the Irish people, and extorted unjust rents that the leaders of the Liberal Government were the loudest in condemning twelve months ago (cheers). xyxy=(956,1123,1232,1548)
paragraph: Mr. John Barry, M.P., who was received with loud cheers, said there was one gratifying phase of the popular movement in England as well as in Ireland, and that was the growth of the democracy, and one of the latest evidences of the skin feeling of the democracy was the fact that on that very day the Cleveland miners had despatched two delegates to Ireland to ascertain the real condition of the people (loud cheering). The Cleveland miners were not going to be satisfied with the grand utterances of the Irish Chief Secretary or the London press, but were determined to have independent reports from men whom they could trust. He (the speaker) was sure that when those reports were received and made public they would verify the worst that had been said in reference to the condition of the people, and would reveal further and more startling facts in reference to them. There was one special reason why he was desirous of addressing a Middlesbrough meeting, and it was in reference to the action of their own representative (hisses). During the passage of the Coercion Bill Mr. Isaac Wilson did not sit up early and late to suspend the Irish constitution, but again and again interrupted the small band of Irish members who stood up in defence of Irish rights. Mr. Wilson, in conjunction with the member for Oldham, attacked and maligned men, and who did more than any other member to suspend the Irish constitution and inflict injustice upon the race (hisses and cries of shame). What could be expected by working class constituencies if they sent their masters to be their representatives? They committed a grievous error in sending such men to Parliament, and if the workingmen expected such representatives to vindicate the principles of liberty they were much mistaken. The Irish would continue the struggle until the power of the landlords was swept away forever, and the people were enabled to live together in contentment and peace in their own land (loud cheers). xyxy=(1256,662,1531,1087)
paragraph: "There goes my last hope! Oh, why, why did I fetch down those wretched papers. All my ambitious dreams of being a baronette are knocked in the head now. He'll never be able to bear the sight of me again." xyxy=(358,474,633,526)
wit-item: HOLLOWAY'S PILLS.—The chiefest wonder of modern times—This incomparable medicine increases the appetite, strengthens the stomach, cleanses the liver, corrects biliousness and prevents flatulency, purifies the system, invigorates the nerves, and reinstates sound health. The enormous demand for these Pills throughout the globe astonishes everybody, and a single trial convinces the most sceptical that no medicine equals Holloway's Pills in its ability to remove all complaints incidental to the human race. They are a blessing to the afflicted and a boon to all who labor under internal or external disease. The purification of the blood, removal of all restraints from the secretive organs, and gentle aperient action, are the prolific sources of the extensive curative range of Holloway's Pills. xyxy=(1555,902,1831,1074)
paragraph: Senator Sessions confesses, under oath to be a professional lobbyist. xyxy=(1256,1205,1531,1230)
paragraph: "I don't see that," Edith responded; "if a murder is committed the world it's pretty sure to know of it. It's sometimes not to be ignored. How deeply he seems to feel it too—in spite of his pride and wealth I pity him, Trixy." xyxy=(358,532,633,583)
paragraph: "Well," began Miss Stuart, still with the same smile, "you see his father—another Sir Victor—made a low marriage—married the daughter of a common sort of person, in trade. Now, there's a coincidence to begin with. I'm the daughter of a common sort of person in trade—at least I was?" xyxy=(59,201,334,267)
wit-item: In France they say, "Garcon, will you please catch me a piece of cheese?" xyxy=(1555,177,1831,202)
